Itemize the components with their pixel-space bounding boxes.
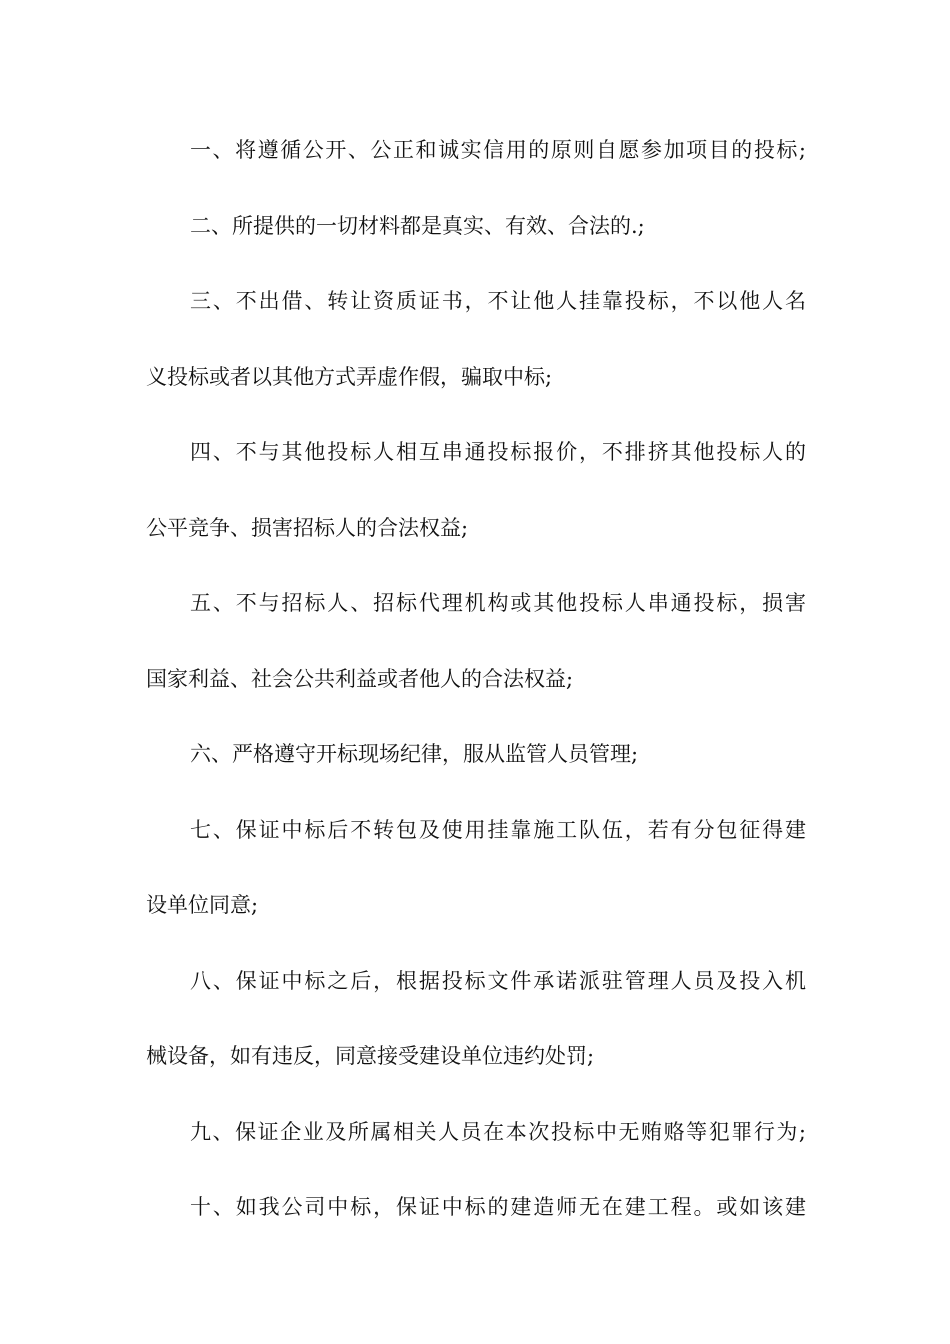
text-line: 五、不与招标人、招标代理机构或其他投标人串通投标，损害 xyxy=(190,591,806,615)
text-line: 公平竞争、损害招标人的合法权益; xyxy=(146,515,469,540)
text-line: 设单位同意; xyxy=(146,893,259,917)
document-body xyxy=(146,128,806,1261)
text-line: 七、保证中标后不转包及使用挂靠施工队伍，若有分包征得建 xyxy=(190,817,806,842)
text-line: 四、不与其他投标人相互串通投标报价，不排挤其他投标人的 xyxy=(190,440,806,464)
text-line: 九、保证企业及所属相关人员在本次投标中无贿赂等犯罪行为; xyxy=(190,1119,806,1144)
text-line: 义投标或者以其他方式弄虚作假，骗取中标; xyxy=(146,364,553,389)
text-line: 二、所提供的一切材料都是真实、有效、合法的.; xyxy=(190,213,645,238)
text-line: 国家利益、社会公共利益或者他人的合法权益; xyxy=(146,666,574,691)
text-line: 三、不出借、转让资质证书，不让他人挂靠投标，不以他人名 xyxy=(190,289,806,313)
text-line: 六、严格遵守开标现场纪律，服从监管人员管理; xyxy=(190,742,639,766)
text-line: 八、保证中标之后，根据投标文件承诺派驻管理人员及投入机 xyxy=(190,968,806,993)
text-line: 一、将遵循公开、公正和诚实信用的原则自愿参加项目的投标; xyxy=(190,138,806,162)
text-line: 十、如我公司中标，保证中标的建造师无在建工程。或如该建 xyxy=(190,1195,806,1219)
text-line: 械设备，如有违反，同意接受建设单位违约处罚; xyxy=(146,1044,595,1068)
